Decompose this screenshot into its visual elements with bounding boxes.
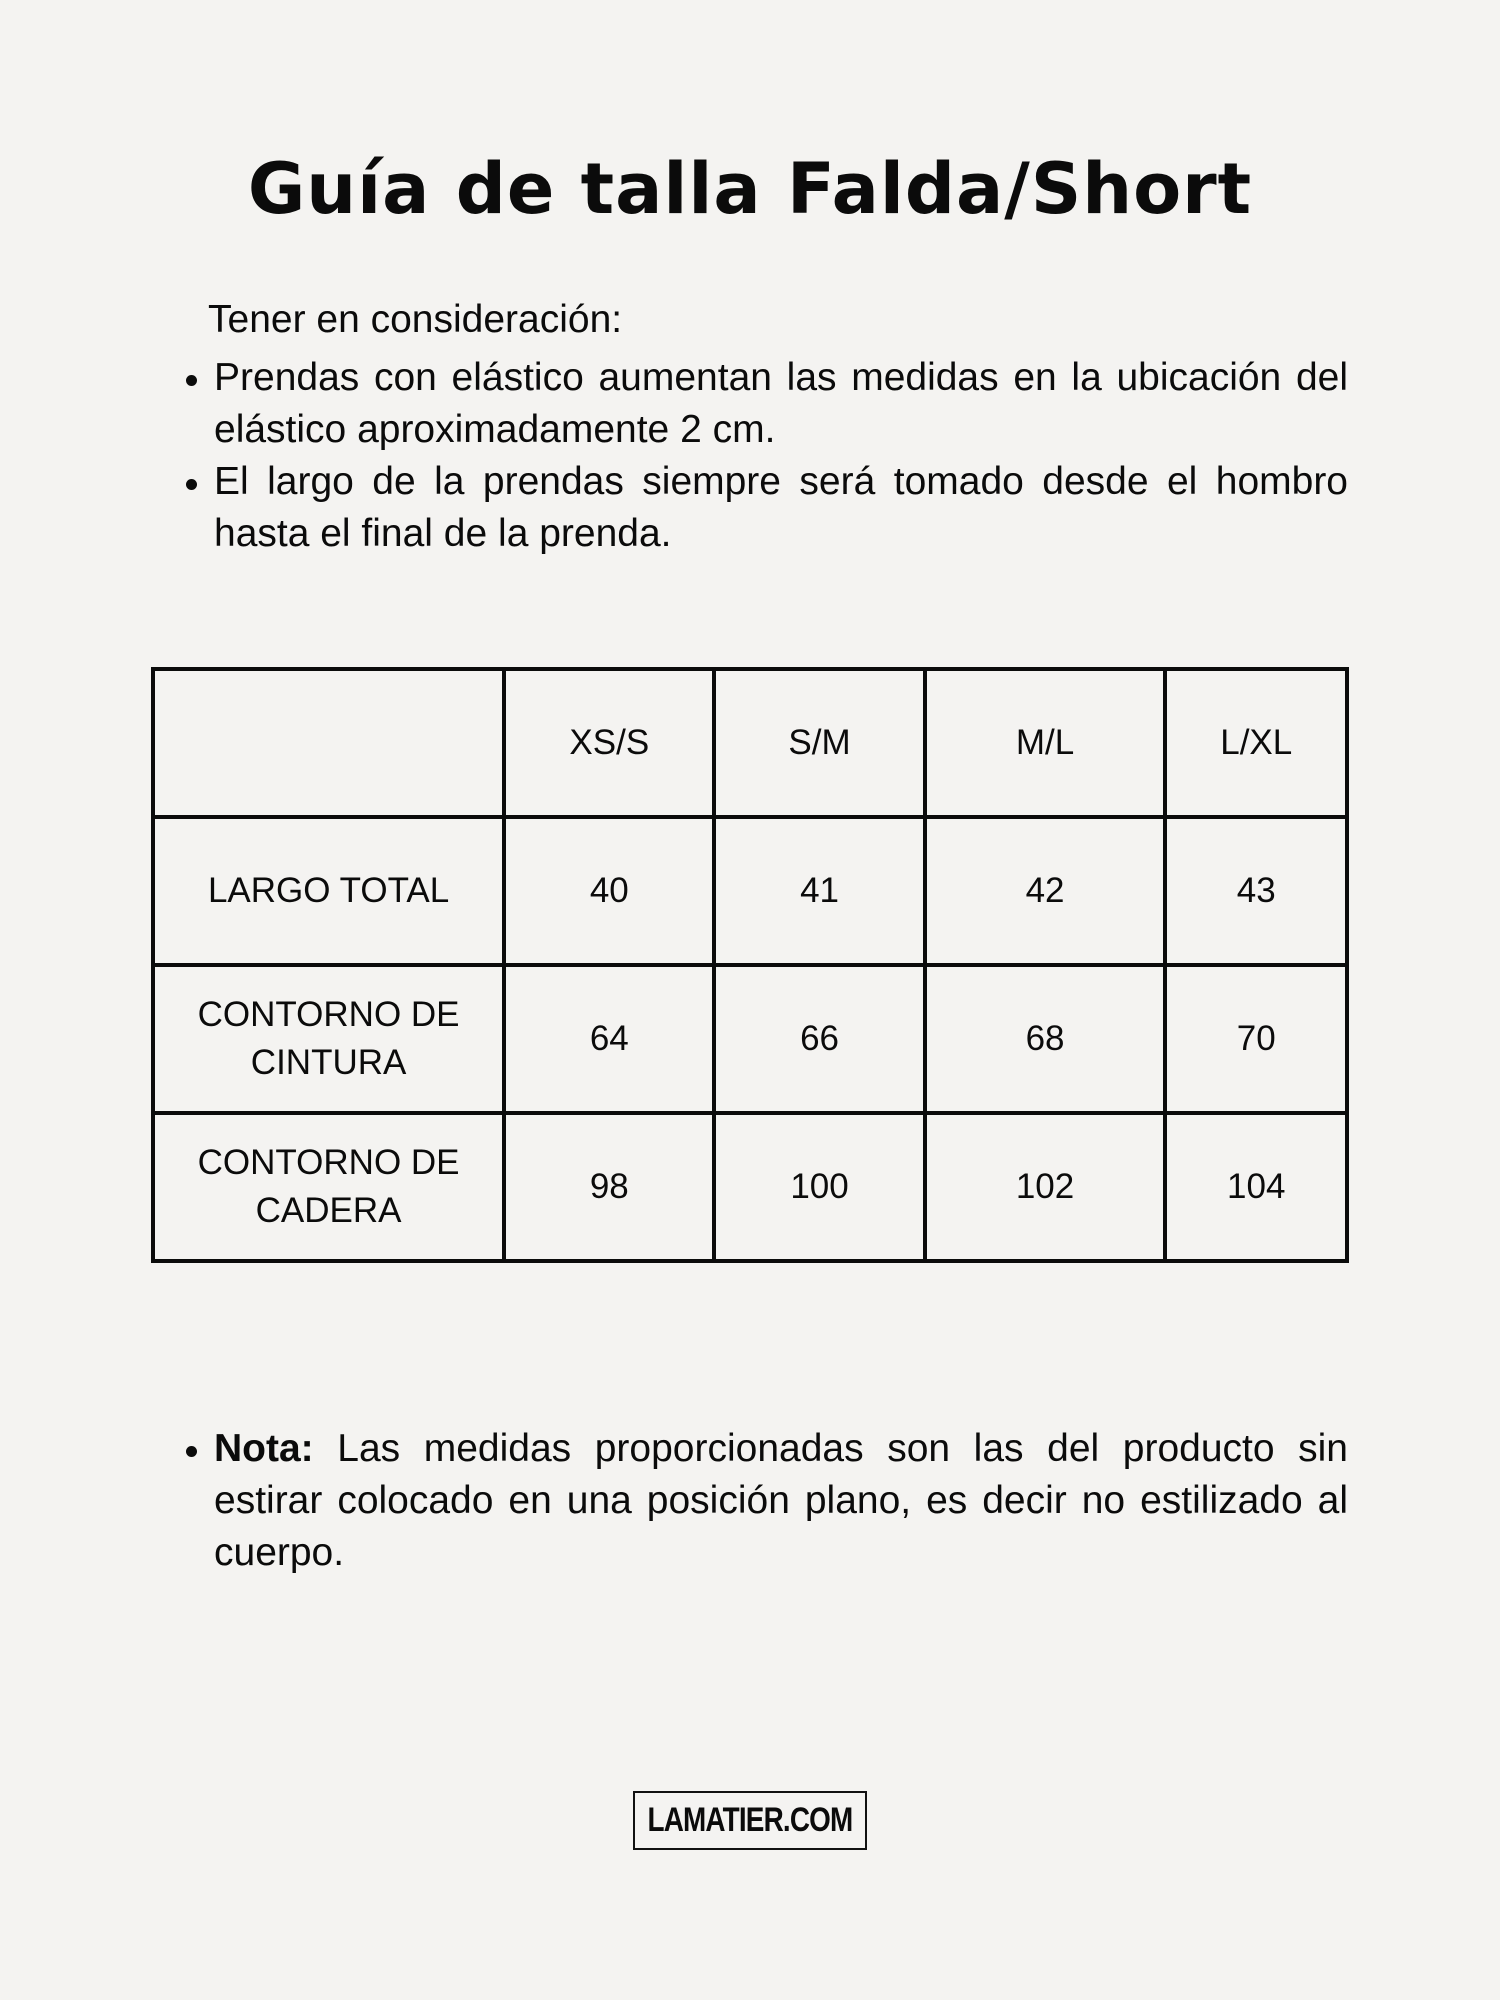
cell: 68 [925, 965, 1166, 1113]
brand-logo [633, 1791, 867, 1850]
note-item [214, 1423, 1348, 1579]
cell: 100 [714, 1113, 924, 1261]
table-header-row [153, 669, 1347, 817]
header-cell: S/M [714, 669, 924, 817]
table-row [153, 1113, 1347, 1261]
cell: 40 [504, 817, 714, 965]
note-list [214, 1423, 1348, 1579]
cell: 42 [925, 817, 1166, 965]
header-cell: XS/S [504, 669, 714, 817]
size-table [151, 667, 1349, 1263]
row-label: CONTORNO DE CADERA [153, 1113, 504, 1261]
cell: 64 [504, 965, 714, 1113]
cell: 104 [1165, 1113, 1347, 1261]
note-text: Las medidas proporcionadas son las del producto sin estirar colocado en una posición plano, es decir no estilizado al cuerpo. [214, 1427, 1348, 1574]
cell: 41 [714, 817, 924, 965]
header-cell: M/L [925, 669, 1166, 817]
table-row [153, 817, 1347, 965]
cell: 98 [504, 1113, 714, 1261]
cell: 102 [925, 1113, 1166, 1261]
row-label: LARGO TOTAL [153, 817, 504, 965]
header-cell: L/XL [1165, 669, 1347, 817]
header-cell [153, 669, 504, 817]
cell: 66 [714, 965, 924, 1113]
tips-list [214, 352, 1348, 560]
logo-text: LAMATIER.COM [647, 1801, 853, 1839]
page-title: Guía de talla Falda/Short [247, 148, 1253, 230]
row-label: CONTORNO DE CINTURA [153, 965, 504, 1113]
cell: 43 [1165, 817, 1347, 965]
note-label: Nota: [214, 1427, 314, 1470]
intro-text: Tener en consideración: [208, 298, 623, 341]
table-row [153, 965, 1347, 1113]
list-item: El largo de la prendas siempre será tomado desde el hombro hasta el final de la prenda. [214, 456, 1348, 560]
cell: 70 [1165, 965, 1347, 1113]
list-item: Prendas con elástico aumentan las medidas en la ubicación del elástico aproximadamente 2 cm. [214, 352, 1348, 456]
